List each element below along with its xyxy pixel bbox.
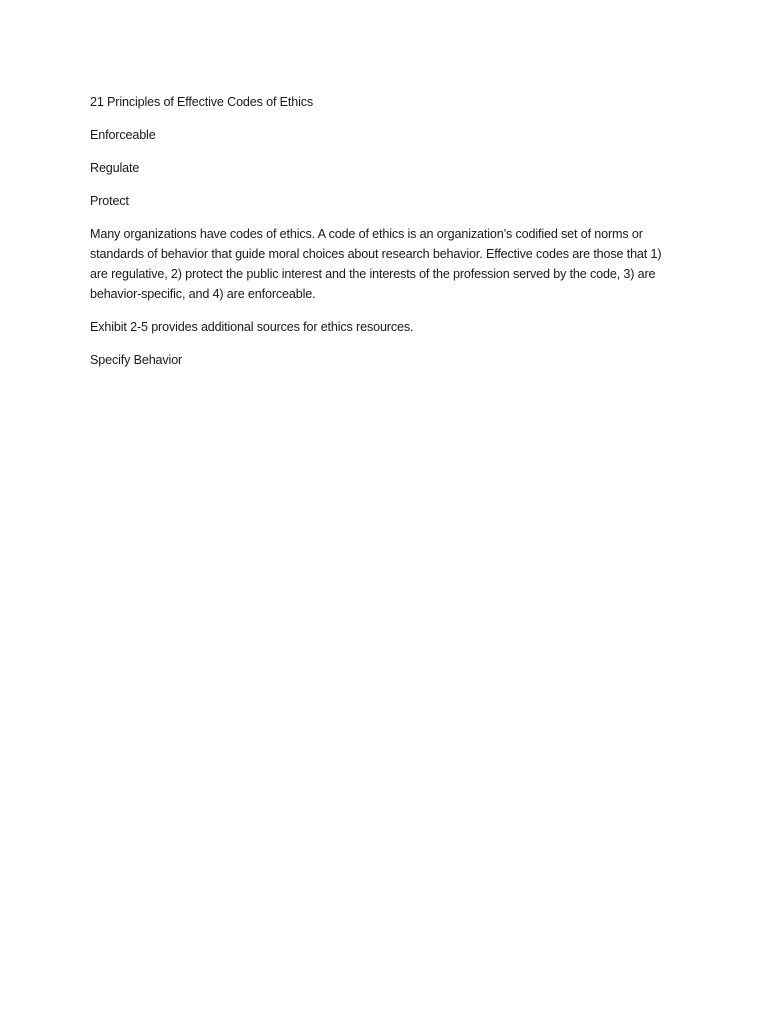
- closing-line: Specify Behavior: [90, 353, 183, 367]
- item-regulate: Regulate: [90, 161, 140, 175]
- item-protect: Protect: [90, 194, 129, 208]
- document-title: 21 Principles of Effective Codes of Ethics: [90, 95, 314, 109]
- exhibit-note: Exhibit 2-5 provides additional sources for ethics resources.: [90, 320, 414, 334]
- body-paragraph: Many organizations have codes of ethics. A code of ethics is an organization’s codified set of norms or standards of behavior that guide moral choices about research behavior. Effective codes are those that 1) are regulative, 2) protect the public interest and the interests of the profession served by the code, 3) are behavior-specific, and 4) are enforceable.: [90, 227, 662, 301]
- document-body: [90, 92, 682, 383]
- item-enforceable: Enforceable: [90, 128, 156, 142]
